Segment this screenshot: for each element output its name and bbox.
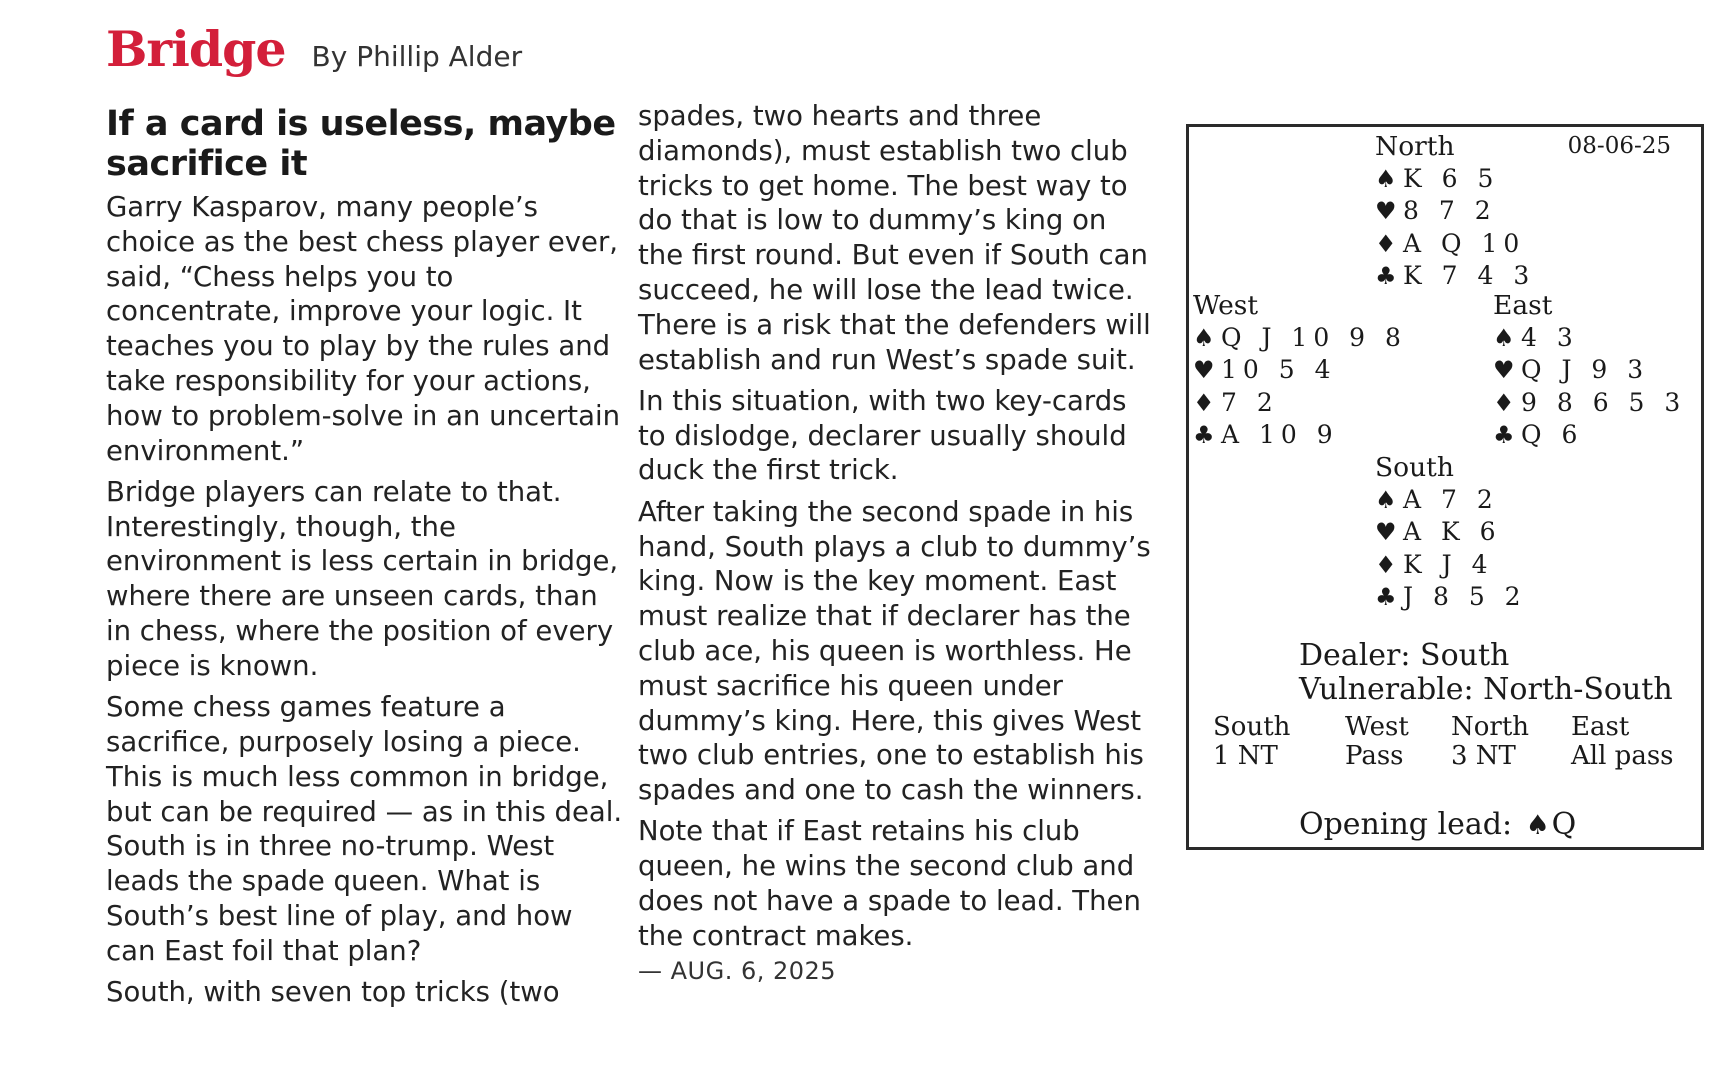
seat-label: North xyxy=(1375,131,1455,162)
opening-lead xyxy=(1299,807,1576,842)
auction-seat: West xyxy=(1345,712,1409,742)
suit-row-hearts: ♥ Q J 9 3 xyxy=(1493,354,1686,387)
spade-icon: ♠ xyxy=(1525,810,1550,841)
suit-row-diamonds: ♦ K J 4 xyxy=(1375,549,1527,582)
club-icon: ♣ xyxy=(1193,421,1215,449)
auction-bid: All pass xyxy=(1571,741,1674,771)
article-column-2 xyxy=(638,99,1158,988)
spade-icon: ♠ xyxy=(1193,323,1215,352)
suit-row-spades: ♠ Q J 10 9 8 xyxy=(1193,322,1407,355)
club-icon: ♣ xyxy=(1375,583,1397,611)
heart-icon: ♥ xyxy=(1375,518,1397,546)
auction-bid: 3 NT xyxy=(1451,741,1516,771)
auction-seat: South xyxy=(1213,712,1291,742)
seat-label: West xyxy=(1193,290,1259,321)
headline: If a card is useless, maybe sacrifice it xyxy=(106,104,616,184)
suit-row-hearts: ♥ 10 5 4 xyxy=(1193,354,1407,387)
suit-row-diamonds: ♦ A Q 10 xyxy=(1375,228,1535,261)
opening-lead-label: Opening lead: xyxy=(1299,807,1513,842)
deal-info xyxy=(1299,639,1673,707)
suit-row-hearts: ♥ 8 7 2 xyxy=(1375,195,1535,228)
vulnerability: Vulnerable: North-South xyxy=(1299,672,1673,707)
paragraph: Some chess games feature a sacrifice, purposely losing a piece. This is much less common in bridge, but can be required — as in this deal. South is in three no-trump. West leads the spade queen. What is South’s best line of play, and how can East foil that plan? xyxy=(106,691,623,967)
column-header xyxy=(106,20,522,84)
heart-icon: ♥ xyxy=(1493,356,1515,384)
paragraph: South, with seven top tricks (two xyxy=(106,976,560,1009)
diamond-icon: ♦ xyxy=(1493,388,1515,417)
auction-seat: East xyxy=(1571,712,1630,742)
suit-row-diamonds: ♦ 7 2 xyxy=(1193,387,1407,420)
seat-label: East xyxy=(1493,290,1553,321)
suit-row-clubs: ♣ J 8 5 2 xyxy=(1375,581,1527,614)
suit-row-clubs: ♣ K 7 4 3 xyxy=(1375,260,1535,293)
seat-label: South xyxy=(1375,452,1454,483)
column-title: Bridge xyxy=(106,20,286,78)
paragraph: After taking the second spade in his hand, South plays a club to dummy’s king. Now is the key moment. East must realize that if declarer has the club ace, his queen is worthless. He must sacrifice his queen under dummy’s king. Here, this gives West two club entries, one to establish his spades and one to cash the winners. xyxy=(638,495,1151,807)
auction-column xyxy=(1451,713,1529,771)
auction-column xyxy=(1571,713,1674,771)
auction-column xyxy=(1213,713,1290,771)
diamond-icon: ♦ xyxy=(1375,550,1397,579)
spade-icon: ♠ xyxy=(1375,164,1397,193)
dateline: — AUG. 6, 2025 xyxy=(638,956,837,985)
auction-seat: North xyxy=(1451,712,1530,742)
paragraph: Garry Kasparov, many people’s choice as the best chess player ever, said, “Chess helps you to concentrate, improve your logic. It teaches you to play by the rules and take responsibility for your actions, how to problem-solve in an uncertain environment.” xyxy=(106,191,621,467)
paragraph: spades, two hearts and three diamonds), must establish two club tricks to get home. The best way to do that is low to dummy’s king on the first round. But even if South can succeed, he will lose the lead twice. There is a risk that the defenders will establish and run West’s spade suit. xyxy=(638,100,1151,376)
auction-column xyxy=(1345,713,1409,771)
hand-west xyxy=(1193,290,1407,452)
hand-east xyxy=(1493,290,1686,452)
opening-lead-card: Q xyxy=(1551,807,1577,842)
dealer: Dealer: South xyxy=(1299,638,1510,673)
heart-icon: ♥ xyxy=(1193,356,1215,384)
suit-row-diamonds: ♦ 9 8 6 5 3 xyxy=(1493,387,1686,420)
byline: By Phillip Alder xyxy=(311,40,523,73)
diamond-icon: ♦ xyxy=(1193,388,1215,417)
deal-diagram xyxy=(1186,124,1704,850)
paragraph: Bridge players can relate to that. Interestingly, though, the environment is less certain in bridge, where there are unseen cards, than in chess, where the position of every piece is known. xyxy=(106,475,619,682)
paragraph: In this situation, with two key-cards to dislodge, declarer usually should duck the first trick. xyxy=(638,384,1127,487)
suit-row-hearts: ♥ A K 6 xyxy=(1375,516,1527,549)
auction-table xyxy=(1213,713,1683,773)
diamond-icon: ♦ xyxy=(1375,229,1397,258)
heart-icon: ♥ xyxy=(1375,197,1397,225)
spade-icon: ♠ xyxy=(1493,323,1515,352)
article-column-1 xyxy=(106,104,626,1016)
auction-bid: Pass xyxy=(1345,741,1404,771)
suit-row-clubs: ♣ Q 6 xyxy=(1493,419,1686,452)
suit-row-spades: ♠ K 6 5 xyxy=(1375,163,1535,196)
hand-north xyxy=(1375,131,1535,293)
suit-row-spades: ♠ A 7 2 xyxy=(1375,484,1527,517)
suit-row-clubs: ♣ A 10 9 xyxy=(1193,419,1407,452)
deal-date-code: 08-06-25 xyxy=(1567,133,1671,159)
hand-south xyxy=(1375,452,1527,614)
auction-bid: 1 NT xyxy=(1213,741,1278,771)
club-icon: ♣ xyxy=(1493,421,1515,449)
paragraph: Note that if East retains his club queen, he wins the second club and does not have a spade to lead. Then the contract makes. xyxy=(638,815,1141,952)
suit-row-spades: ♠ 4 3 xyxy=(1493,322,1686,355)
club-icon: ♣ xyxy=(1375,262,1397,290)
spade-icon: ♠ xyxy=(1375,485,1397,514)
